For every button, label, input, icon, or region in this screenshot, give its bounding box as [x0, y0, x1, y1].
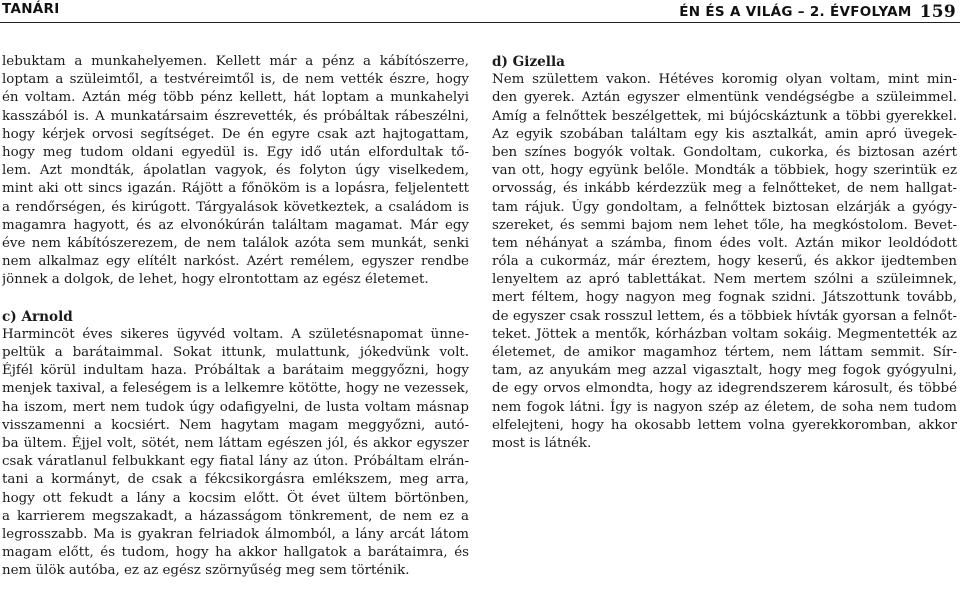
text-line: Éjfél körül indultam haza. Próbáltak a barátaim meggyőzni, hogy	[2, 363, 469, 379]
text-line: szereket, és semmi bajom nem lehet tőle, ha megkóstolom. Bevet-	[492, 217, 957, 233]
text-line: kasszából is. A munkatársaim észrevették, és próbáltak rábeszélni,	[2, 108, 469, 124]
text-line: legrosszabb. Ma is gyakran felriadok álmomból, a lány arcát látom	[2, 526, 469, 542]
header-section-label: TANÁRI	[2, 1, 60, 17]
text-line: most is látnék.	[492, 435, 592, 451]
section-d-paragraph	[492, 71, 957, 453]
paragraph-gap	[2, 289, 469, 307]
text-line: peltük a barátaimmal. Sokat ittunk, mulattunk, jókedvünk volt.	[2, 345, 469, 360]
text-line: ben színes bogyók voltak. Gondoltam, cukorka, és biztosan azért	[492, 144, 957, 160]
text-line: magam előtt, és tudom, hogy ha akkor hallgatok a barátaimra, és	[2, 545, 469, 561]
text-line: Harmincöt éves sikeres ügyvéd voltam. A születésnapomat ünne-	[2, 326, 469, 342]
page-header	[0, 0, 960, 22]
text-line: a rendőrségen, és kirúgott. Tárgyalások következtek, a családom is	[2, 199, 469, 215]
text-line: loptam a szüleimtől, a testvéreimtől is, de nem vették észre, hogy	[2, 72, 469, 88]
text-line: den gyerek. Aztán egyszer elmentünk vendégségbe a szüleimmel.	[492, 90, 957, 106]
text-line: a karrierem megszakadt, a házasságom tönkrement, de nem ez a	[2, 508, 469, 524]
text-line: elfelejteni, hogy ha okosabb lettem volna gyerekkoromban, akkor	[492, 417, 957, 433]
text-line: jönnek a dolgok, de lehet, hogy elrontottam az egész életemet.	[2, 272, 429, 288]
intro-paragraph	[2, 53, 469, 289]
text-line: orvosság, és inkább kérdezzük meg a felnőtteket, de nem hallgat-	[492, 181, 957, 197]
text-line: lenyeltem az apró tablettákat. Nem mertem szólni a szüleimnek,	[492, 272, 957, 288]
section-c-heading: c) Arnold	[2, 308, 73, 325]
text-line: visszamenni a kocsiért. Nem hagytam magam meggyőzni, autó-	[2, 417, 469, 433]
text-line: hogy kérjek orvosi segítséget. De én egyre csak azt hajtogattam,	[2, 126, 469, 142]
page-number: 159	[919, 2, 956, 22]
section-c-paragraph	[2, 326, 469, 581]
text-line: róla a cukormáz, már éreztem, hogy keserű, és akkor ijedtemben	[492, 254, 957, 270]
text-line: magamra hagyott, és az elvonókúrán találtam magamat. Már egy	[2, 217, 469, 233]
left-column	[2, 53, 469, 580]
text-line: nem ülök autóba, ez az egész szörnyűség meg sem történik.	[2, 563, 410, 579]
text-line: mert féltem, hogy nagyon meg fognak szidni. Játszottunk tovább,	[492, 290, 957, 306]
text-line: lem. Azt mondták, ápolatlan vagyok, és folyton úgy viselkedem,	[2, 163, 469, 179]
text-line: életemet, de amikor magamhoz tértem, nem láttam semmit. Sír-	[492, 345, 957, 360]
text-line: nem alkalmaz egy elítélt narkóst. Azért remélem, egyszer rendbe	[2, 254, 469, 270]
header-book-title: ÉN ÉS A VILÁG – 2. ÉVFOLYAM	[679, 4, 912, 20]
text-line: hogy ott fekudt a lány a kocsim előtt. Öt évet ültem börtönben,	[2, 490, 469, 506]
text-line: de egyszer csak rosszul lettem, és a többiek hívták gyorsan a felnőt-	[492, 308, 957, 324]
text-line: teket. Jöttek a mentők, kórházban voltam sokáig. Megmentették az	[492, 326, 957, 342]
text-line: nem fogok látni. Így is nagyon szép az életem, de soha nem tudom	[492, 399, 957, 415]
text-line: éve nem kábítószerezem, de nem találok azóta sem munkát, senki	[2, 235, 469, 251]
right-column	[492, 53, 957, 453]
text-line: van ott, hogy együnk belőle. Mondták a többiek, hogy szerintük ez	[492, 163, 957, 179]
text-line: hogy meg tudom oldani egyedül is. Egy idő után elfordultak tő-	[2, 144, 469, 160]
text-line: mint aki ott sincs igazán. Rájött a főnököm is a lopásra, feljelentett	[2, 181, 469, 197]
text-line: Amíg a felnőttek beszélgettek, mi bújócskáztunk a többi gyerekkel.	[492, 108, 957, 124]
text-line: ba ültem. Éjjel volt, sötét, nem láttam egészen jól, és akkor egyszer	[2, 435, 469, 451]
text-line: Az egyik szobában találtam egy kis asztalkát, amin apró üvegek-	[492, 126, 957, 142]
text-line: csak váratlanul felbukkant egy fiatal lány az úton. Próbáltam elrán-	[2, 454, 469, 470]
text-line: tam rájuk. Úgy gondoltam, a felnőttek biztosan elzárják a gyógy-	[492, 199, 957, 215]
section-d-heading: d) Gizella	[492, 54, 565, 70]
text-line: tam, az anyukám meg azzal vigasztalt, hogy meg fogok gyógyulni,	[492, 363, 957, 379]
text-line: de egy orvos elmondta, hogy az idegrendszerem károsult, és többé	[492, 381, 957, 397]
header-title	[679, 1, 956, 21]
text-line: tem néhányat a számba, finom édes volt. Aztán mikor leoldódott	[492, 235, 957, 251]
text-line: menjek taxival, a feleségem is a lelkemre kötötte, hogy ne vezessek,	[2, 381, 469, 397]
text-line: én voltam. Aztán még több pénz kellett, hát loptam a munkahelyi	[2, 90, 469, 106]
text-line: tani a kormányt, de csak a fékcsikorgásra emlékszem, meg arra,	[2, 472, 469, 488]
text-line: lebuktam a munkahelyemen. Kellett már a pénz a kábítószerre,	[2, 54, 469, 69]
text-line: Nem születtem vakon. Hétéves koromig olyan voltam, mint min-	[492, 72, 957, 88]
text-line: ha iszom, mert nem tudok úgy odafigyelni, de lusta voltam másnap	[2, 399, 469, 415]
header-rule	[0, 22, 960, 23]
